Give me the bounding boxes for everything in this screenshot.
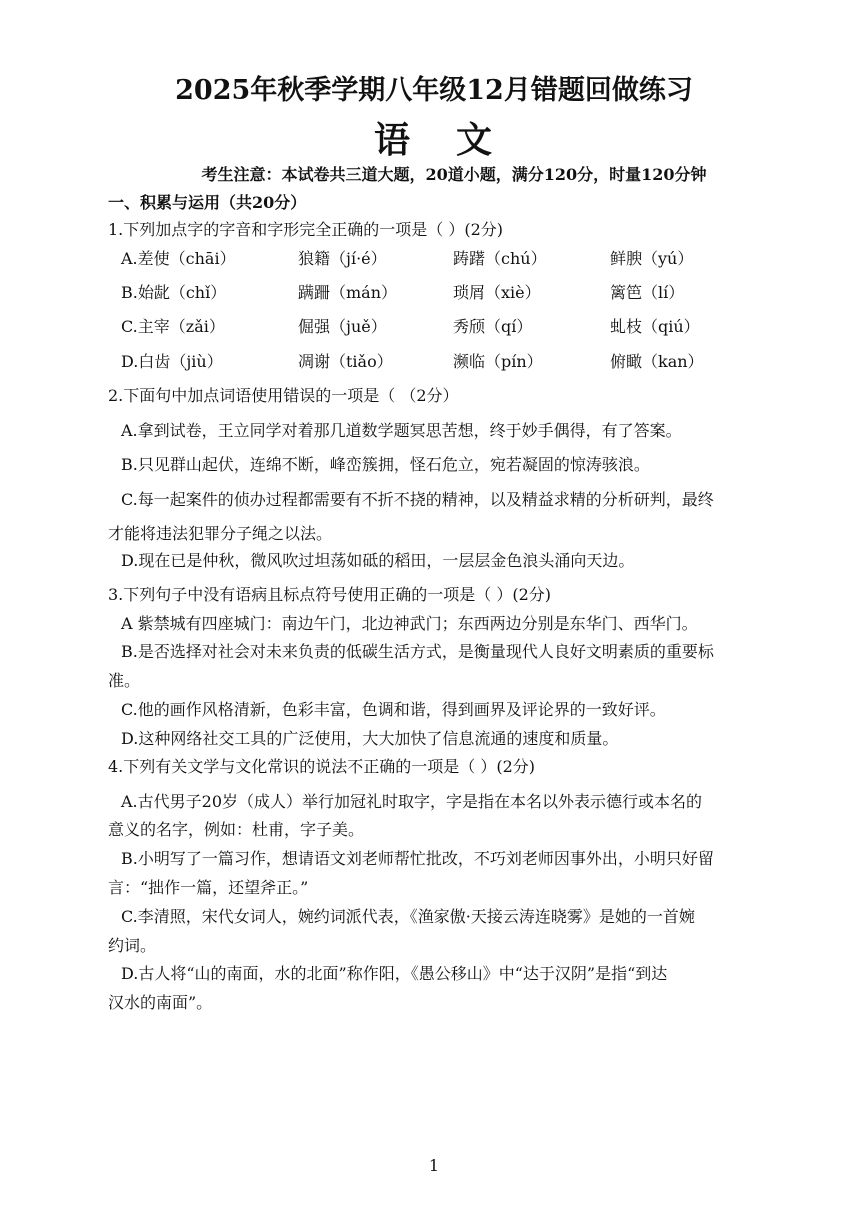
q4-option-b-line-1: B.小明写了一篇习作，想请语文刘老师帮忙批改，不巧刘老师因事外出，小明只好留: [121, 849, 714, 868]
q3-option-a: A 紫禁城有四座城门：南边午门，北边神武门；东西两边分别是东华门、西华门。: [121, 614, 698, 633]
question-1-stem: 1.下列加点字的字音和字形完全正确的一项是（ ）(2分): [108, 220, 504, 239]
q3-option-c: C.他的画作风格清新，色彩丰富，色调和谐，得到画界及评论界的一致好评。: [121, 700, 666, 719]
q1-d-item-4: 俯瞰（kan）: [610, 352, 704, 371]
q4-option-a-line-2: 意义的名字，例如：杜甫，字子美。: [108, 820, 365, 839]
q1-d-item-1: D.白齿（jiù）: [121, 352, 223, 371]
q1-a-item-4: 鲜腴（yú）: [610, 249, 694, 268]
q3-option-d: D.这种网络社交工具的广泛使用，大大加快了信息流通的速度和质量。: [121, 729, 619, 748]
subject-heading: [0, 112, 868, 163]
section-heading: 一、积累与运用（共20分）: [108, 193, 307, 212]
q1-a-item-2: 狼籍（jí·é）: [298, 249, 387, 268]
q1-d-item-3: 濒临（pín）: [453, 352, 543, 371]
q4-option-d-line-2: 汉水的南面”。: [108, 993, 213, 1012]
question-4-stem: 4.下列有关文学与文化常识的说法不正确的一项是（ ）(2分): [108, 757, 536, 776]
q1-c-item-3: 秀颀（qí）: [453, 317, 533, 336]
q1-b-item-2: 蹒跚（mán）: [298, 283, 398, 302]
question-3-stem: 3.下列句子中没有语病且标点符号使用正确的一项是（ ）(2分): [108, 585, 552, 604]
q1-c-item-2: 倔强（juě）: [298, 317, 387, 336]
q1-c-item-1: C.主宰（zǎi）: [121, 317, 225, 336]
q2-option-c-line-2: 才能将违法犯罪分子绳之以法。: [108, 524, 333, 543]
question-2-stem: 2.下面句中加点词语使用错误的一项是（ （2分）: [108, 386, 459, 405]
page-number: 1: [428, 1156, 440, 1175]
q2-option-d: D.现在已是仲秋，微风吹过坦荡如砥的稻田，一层层金色浪头涌向天边。: [121, 551, 635, 570]
q1-a-item-3: 踌躇（chú）: [453, 249, 547, 268]
q1-d-item-2: 凋谢（tiǎo）: [298, 352, 393, 371]
q1-a-item-1: A.差使（chāi）: [121, 249, 236, 268]
q1-b-item-3: 琐屑（xiè）: [453, 283, 541, 302]
q3-option-b-line-2: 准。: [108, 671, 141, 690]
q2-option-c-line-1: C.每一起案件的侦办过程都需要有不折不挠的精神，以及精益求精的分析研判，最终: [121, 490, 714, 509]
subject-char-2: 文: [456, 119, 495, 161]
q2-option-a: A.拿到试卷，王立同学对着那几道数学题冥思苦想，终于妙手偶得，有了答案。: [121, 421, 682, 440]
q1-b-item-1: B.始龀（chǐ）: [121, 283, 227, 302]
q4-option-b-line-2: 言：“拙作一篇，还望斧正。”: [108, 878, 309, 897]
subject-char-1: 语: [373, 119, 412, 161]
q2-option-b: B.只见群山起伏，连绵不断，峰峦簇拥，怪石危立，宛若凝固的惊涛骇浪。: [121, 455, 650, 474]
exam-notice: 考生注意：本试卷共三道大题，20道小题，满分120分，时量120分钟: [201, 165, 707, 184]
q3-option-b-line-1: B.是否选择对社会对未来负责的低碳生活方式，是衡量现代人良好文明素质的重要标: [121, 642, 714, 661]
exam-title: 2025年秋季学期八年级12月错题回做练习: [175, 75, 693, 106]
q4-option-d-line-1: D.古人将“山的南面，水的北面”称作阳，《愚公移山》中“达于汉阴”是指“到达: [121, 964, 668, 983]
q1-c-item-4: 虬枝（qiú）: [610, 317, 700, 336]
q1-b-item-4: 篱笆（lí）: [610, 283, 685, 302]
q4-option-a-line-1: A.古代男子20岁（成人）举行加冠礼时取字，字是指在本名以外表示德行或本名的: [121, 792, 703, 811]
q4-option-c-line-1: C.李清照，宋代女词人，婉约词派代表，《渔家傲·天接云涛连晓雾》是她的一首婉: [121, 907, 695, 926]
q4-option-c-line-2: 约词。: [108, 936, 157, 955]
